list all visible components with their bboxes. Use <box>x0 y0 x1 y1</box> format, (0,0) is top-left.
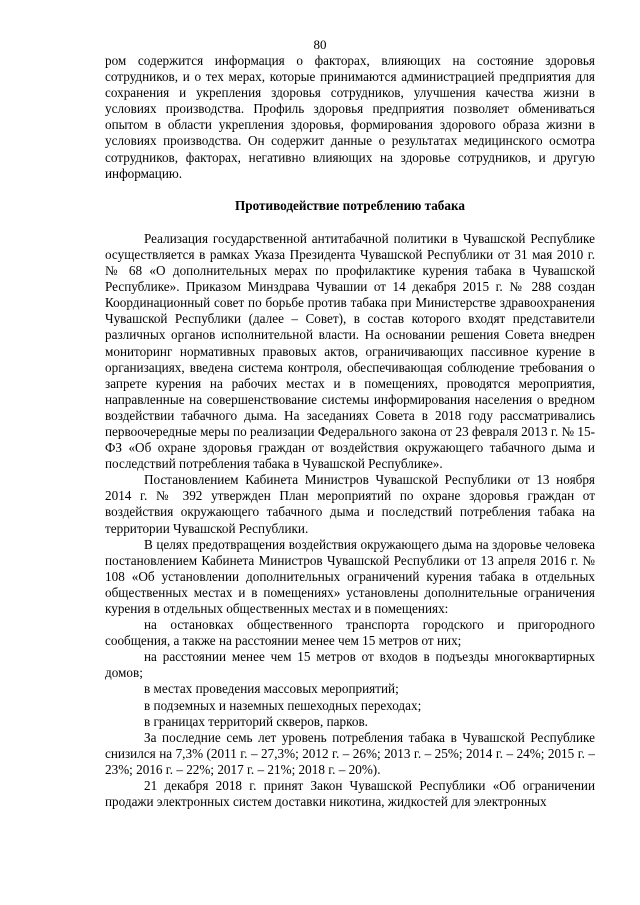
section-heading: Противодействие потреблению табака <box>234 197 465 213</box>
restriction-item: в подземных и наземных пешеходных переходах; <box>144 697 422 713</box>
body-text <box>105 53 595 810</box>
intro-paragraph: ром содержится информация о факторах, влияющих на состояние здоровья сотрудников, и о тех мерах, которые принимаются администрацией предприятия для сохранения и укрепления здоровья сотрудников, улучшения качества жизни в условиях производства. Профиль здоровья предприятия позволяет обмениваться опытом в области укрепления здоровья, формирования здорового образа жизни в условиях производства. Он содержит данные о результатах медицинского осмотра сотрудников, факторах, негативно влияющих на здоровье сотрудников, и другую информацию. <box>105 53 595 181</box>
restriction-item: в границах территорий скверов, парков. <box>144 713 368 729</box>
consumption-statistics-paragraph: За последние семь лет уровень потребления табака в Чувашской Республике снизился на 7,3% (2011 г. – 27,3%; 2012 г. – 26%; 2013 г. – 25%; 2014 г. – 24%; 2015 г. – 23%; 2016 г. – 22%; 2017 г. – 21%; 2018 г. – 20%). <box>105 729 595 777</box>
restriction-item: на расстоянии менее чем 15 метров от входов в подъезды многоквартирных домов; <box>105 649 595 681</box>
action-plan-paragraph: Постановлением Кабинета Министров Чувашской Республики от 13 ноября 2014 г. № 392 утвержден План мероприятий по охране здоровья граждан от воздействия окружающего табачного дыма и последствий потребления табака на территории Чувашской Республики. <box>105 472 595 536</box>
antitobacco-policy-paragraph: Реализация государственной антитабачной политики в Чувашской Республике осуществляется в рамках Указа Президента Чувашской Республики от 31 мая 2010 г. № 68 «О дополнительных мерах по профилактике курения табака в Чувашской Республике». Приказом Минздрава Чувашии от 14 декабря 2015 г. № 288 создан Координационный совет по борьбе против табака при Министерстве здравоохранения Чувашской Республики (далее – Совет), в состав которого входят представители различных органов исполнительной власти. На основании решения Совета внедрен мониторинг нормативных правовых актов, ограничивающих пассивное курение в организациях, введена система контроля, обеспечивающая соблюдение требования о запрете курения на рабочих местах и в помещениях, проводятся мероприятия, направленные на совершенствование системы информирования населения о вредном воздействии табачного дыма. На заседаниях Совета в 2018 году рассматривались первоочередные меры по реализации Федерального закона от 23 февраля 2013 г. № 15-ФЗ «Об охране здоровья граждан от воздействия окружающего табачного дыма и последствий потребления табака в Чувашской Республике». <box>105 230 595 472</box>
restriction-item: в местах проведения массовых мероприятий; <box>144 681 399 697</box>
restriction-item: на остановках общественного транспорта городского и пригородного сообщения, а также на расстоянии менее чем 15 метров от них; <box>105 617 595 649</box>
page-number: 80 <box>313 37 327 52</box>
smoking-restrictions-paragraph: В целях предотвращения воздействия окружающего дыма на здоровье человека постановлением Кабинета Министров Чувашской Республики от 13 апреля 2016 г. № 108 «Об установлении дополнительных ограничений курения табака в отдельных общественных местах и в помещениях» установлены дополнительные ограничения курения в отдельных общественных местах и в помещениях: <box>105 536 595 616</box>
law-paragraph: 21 декабря 2018 г. принят Закон Чувашской Республики «Об ограничении продажи электронных систем доставки никотина, жидкостей для электронных <box>105 778 595 810</box>
